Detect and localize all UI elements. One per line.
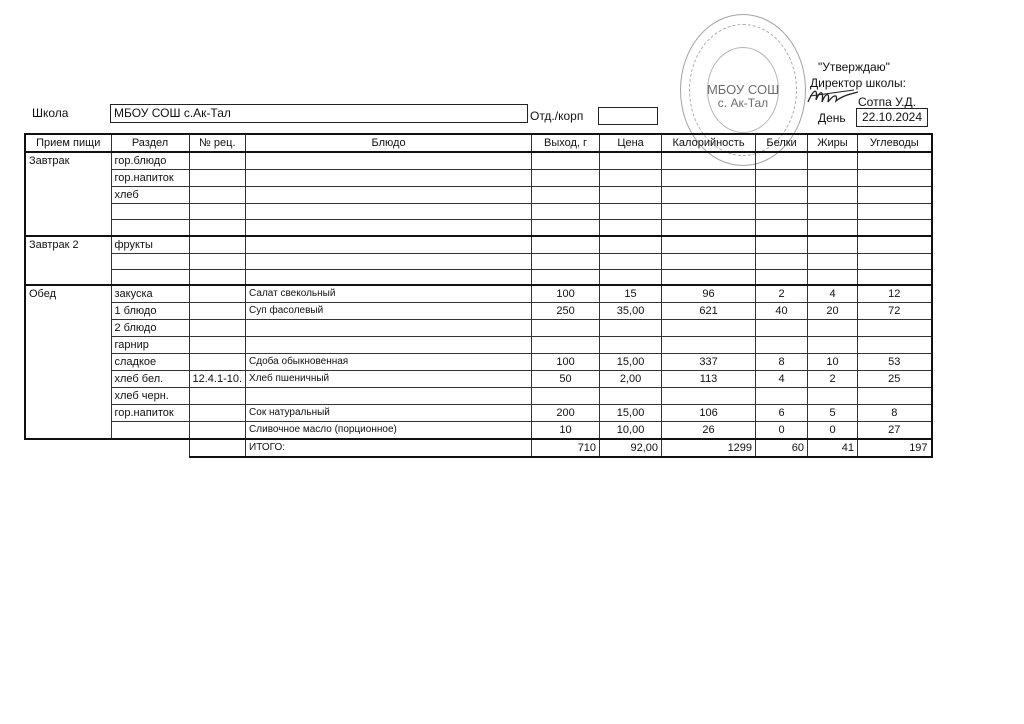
- cell-yield: [532, 170, 600, 187]
- cell-yield: [532, 187, 600, 204]
- school-field: МБОУ СОШ с.Ак-Тал: [110, 104, 528, 123]
- cell-price: 10,00: [600, 422, 662, 440]
- cell-yield: [532, 388, 600, 405]
- total-blank: [25, 439, 189, 457]
- cell-recipe: [189, 269, 246, 285]
- cell-meal: Завтрак 2: [25, 236, 111, 286]
- cell-fat: 5: [808, 405, 858, 422]
- cell-price: [600, 236, 662, 254]
- cell-yield: [532, 220, 600, 236]
- cell-price: [600, 204, 662, 220]
- cell-recipe: [189, 170, 246, 187]
- cell-recipe: [189, 187, 246, 204]
- cell-section: 1 блюдо: [111, 303, 189, 320]
- signature: [806, 84, 860, 108]
- cell-calories: [662, 170, 756, 187]
- table-row: [25, 422, 932, 440]
- table-row: [25, 170, 932, 187]
- cell-calories: [662, 152, 756, 170]
- cell-protein: [756, 320, 808, 337]
- cell-fat: 4: [808, 285, 858, 303]
- cell-dish: [246, 236, 532, 254]
- cell-dish: Салат свекольный: [246, 285, 532, 303]
- cell-carbs: [858, 253, 932, 269]
- cell-recipe: [189, 422, 246, 440]
- total-carbs: 197: [858, 439, 932, 457]
- cell-calories: [662, 236, 756, 254]
- cell-calories: [662, 388, 756, 405]
- col-protein: Белки: [756, 134, 808, 152]
- cell-yield: 10: [532, 422, 600, 440]
- cell-yield: [532, 204, 600, 220]
- approve-text: "Утверждаю": [818, 60, 890, 74]
- table-row: [25, 285, 932, 303]
- cell-calories: 96: [662, 285, 756, 303]
- cell-section: гор.напиток: [111, 405, 189, 422]
- cell-price: [600, 220, 662, 236]
- cell-protein: [756, 187, 808, 204]
- cell-fat: [808, 204, 858, 220]
- cell-carbs: 8: [858, 405, 932, 422]
- cell-fat: [808, 337, 858, 354]
- total-calories: 1299: [662, 439, 756, 457]
- cell-yield: 50: [532, 371, 600, 388]
- cell-fat: [808, 170, 858, 187]
- cell-protein: 6: [756, 405, 808, 422]
- cell-dish: Суп фасолевый: [246, 303, 532, 320]
- cell-fat: 0: [808, 422, 858, 440]
- cell-carbs: 27: [858, 422, 932, 440]
- cell-yield: 200: [532, 405, 600, 422]
- cell-price: 2,00: [600, 371, 662, 388]
- col-price: Цена: [600, 134, 662, 152]
- cell-calories: [662, 204, 756, 220]
- cell-dish: [246, 187, 532, 204]
- cell-carbs: [858, 320, 932, 337]
- cell-protein: 4: [756, 371, 808, 388]
- cell-price: [600, 337, 662, 354]
- cell-fat: [808, 152, 858, 170]
- cell-carbs: [858, 187, 932, 204]
- col-carbs: Углеводы: [858, 134, 932, 152]
- cell-section: хлеб черн.: [111, 388, 189, 405]
- cell-carbs: 72: [858, 303, 932, 320]
- cell-price: 35,00: [600, 303, 662, 320]
- cell-calories: [662, 253, 756, 269]
- cell-carbs: [858, 204, 932, 220]
- cell-section: 2 блюдо: [111, 320, 189, 337]
- cell-fat: 20: [808, 303, 858, 320]
- cell-yield: 100: [532, 285, 600, 303]
- cell-fat: [808, 269, 858, 285]
- cell-protein: [756, 170, 808, 187]
- table-row: [25, 269, 932, 285]
- total-recipe: [189, 439, 246, 457]
- cell-section: гор.блюдо: [111, 152, 189, 170]
- cell-recipe: [189, 337, 246, 354]
- total-fat: 41: [808, 439, 858, 457]
- cell-dish: [246, 388, 532, 405]
- cell-calories: [662, 320, 756, 337]
- cell-fat: [808, 388, 858, 405]
- cell-protein: [756, 337, 808, 354]
- cell-section: [111, 269, 189, 285]
- cell-section: хлеб: [111, 187, 189, 204]
- table-row: [25, 405, 932, 422]
- stamp-text-line1: МБОУ СОШ: [706, 82, 780, 97]
- cell-protein: 2: [756, 285, 808, 303]
- cell-section: фрукты: [111, 236, 189, 254]
- table-row: [25, 187, 932, 204]
- cell-section: [111, 204, 189, 220]
- cell-price: [600, 187, 662, 204]
- table-row: [25, 152, 932, 170]
- cell-recipe: [189, 303, 246, 320]
- cell-calories: [662, 269, 756, 285]
- cell-price: [600, 253, 662, 269]
- cell-calories: 337: [662, 354, 756, 371]
- cell-recipe: [189, 388, 246, 405]
- cell-price: [600, 269, 662, 285]
- menu-table: [24, 133, 933, 458]
- cell-price: [600, 388, 662, 405]
- cell-dish: Сдоба обыкновенная: [246, 354, 532, 371]
- cell-protein: 40: [756, 303, 808, 320]
- day-label: День: [818, 111, 846, 125]
- cell-dish: Хлеб пшеничный: [246, 371, 532, 388]
- cell-yield: 250: [532, 303, 600, 320]
- cell-price: [600, 152, 662, 170]
- cell-carbs: 53: [858, 354, 932, 371]
- table-row: [25, 236, 932, 254]
- cell-protein: [756, 253, 808, 269]
- cell-dish: [246, 220, 532, 236]
- cell-fat: 10: [808, 354, 858, 371]
- cell-carbs: [858, 337, 932, 354]
- cell-section: закуска: [111, 285, 189, 303]
- cell-protein: [756, 236, 808, 254]
- cell-fat: [808, 253, 858, 269]
- col-calories: Калорийность: [662, 134, 756, 152]
- cell-yield: [532, 320, 600, 337]
- cell-yield: [532, 253, 600, 269]
- table-header-row: [25, 134, 932, 152]
- cell-fat: 2: [808, 371, 858, 388]
- table-row: [25, 371, 932, 388]
- cell-calories: 106: [662, 405, 756, 422]
- dept-label: Отд./корп: [530, 109, 584, 123]
- cell-section: гарнир: [111, 337, 189, 354]
- cell-carbs: [858, 152, 932, 170]
- cell-recipe: [189, 285, 246, 303]
- cell-protein: [756, 269, 808, 285]
- cell-protein: 0: [756, 422, 808, 440]
- table-row: [25, 204, 932, 220]
- cell-yield: [532, 152, 600, 170]
- col-recipe: № рец.: [189, 134, 246, 152]
- cell-section: гор.напиток: [111, 170, 189, 187]
- cell-yield: [532, 269, 600, 285]
- cell-dish: [246, 170, 532, 187]
- cell-price: [600, 170, 662, 187]
- cell-yield: [532, 236, 600, 254]
- cell-recipe: [189, 405, 246, 422]
- total-price: 92,00: [600, 439, 662, 457]
- table-row: [25, 253, 932, 269]
- cell-section: [111, 422, 189, 440]
- cell-dish: [246, 320, 532, 337]
- cell-fat: [808, 236, 858, 254]
- table-row: [25, 303, 932, 320]
- col-fat: Жиры: [808, 134, 858, 152]
- cell-meal: Обед: [25, 285, 111, 439]
- cell-protein: [756, 220, 808, 236]
- cell-dish: Сливочное масло (порционное): [246, 422, 532, 440]
- date-field: 22.10.2024: [856, 108, 928, 127]
- cell-meal: Завтрак: [25, 152, 111, 236]
- cell-fat: [808, 220, 858, 236]
- total-dish: ИТОГО:: [246, 439, 532, 457]
- col-section: Раздел: [111, 134, 189, 152]
- cell-calories: 26: [662, 422, 756, 440]
- cell-yield: 100: [532, 354, 600, 371]
- cell-recipe: [189, 354, 246, 371]
- cell-carbs: [858, 220, 932, 236]
- cell-recipe: [189, 320, 246, 337]
- col-meal: Прием пищи: [25, 134, 111, 152]
- col-yield: Выход, г: [532, 134, 600, 152]
- cell-section: хлеб бел.: [111, 371, 189, 388]
- cell-recipe: [189, 220, 246, 236]
- table-row: [25, 388, 932, 405]
- cell-dish: [246, 337, 532, 354]
- cell-recipe: [189, 253, 246, 269]
- cell-section: [111, 220, 189, 236]
- cell-recipe: [189, 152, 246, 170]
- total-protein: 60: [756, 439, 808, 457]
- director-label: Директор школы:: [810, 76, 906, 90]
- table-row: [25, 354, 932, 371]
- cell-calories: [662, 337, 756, 354]
- cell-dish: [246, 269, 532, 285]
- cell-fat: [808, 187, 858, 204]
- cell-price: 15,00: [600, 354, 662, 371]
- cell-carbs: 25: [858, 371, 932, 388]
- total-yield: 710: [532, 439, 600, 457]
- cell-calories: 621: [662, 303, 756, 320]
- cell-section: сладкое: [111, 354, 189, 371]
- dept-field: [598, 107, 658, 125]
- cell-price: 15: [600, 285, 662, 303]
- cell-recipe: [189, 204, 246, 220]
- cell-protein: [756, 152, 808, 170]
- cell-section: [111, 253, 189, 269]
- stamp-text-line2: с. Ак-Тал: [717, 96, 769, 110]
- cell-protein: [756, 204, 808, 220]
- col-dish: Блюдо: [246, 134, 532, 152]
- cell-carbs: [858, 236, 932, 254]
- cell-carbs: [858, 269, 932, 285]
- cell-fat: [808, 320, 858, 337]
- cell-calories: [662, 220, 756, 236]
- cell-protein: [756, 388, 808, 405]
- cell-recipe: 12.4.1-10.: [189, 371, 246, 388]
- cell-recipe: [189, 236, 246, 254]
- cell-carbs: [858, 170, 932, 187]
- cell-calories: [662, 187, 756, 204]
- table-row: [25, 220, 932, 236]
- table-row: [25, 337, 932, 354]
- cell-protein: 8: [756, 354, 808, 371]
- table-row: [25, 320, 932, 337]
- cell-carbs: 12: [858, 285, 932, 303]
- cell-price: [600, 320, 662, 337]
- cell-dish: [246, 253, 532, 269]
- cell-carbs: [858, 388, 932, 405]
- cell-dish: [246, 152, 532, 170]
- school-label: Школа: [32, 106, 69, 120]
- total-row: [25, 439, 932, 457]
- director-name: Сотпа У.Д.: [858, 95, 916, 109]
- cell-dish: Сок натуральный: [246, 405, 532, 422]
- cell-yield: [532, 337, 600, 354]
- cell-dish: [246, 204, 532, 220]
- cell-calories: 113: [662, 371, 756, 388]
- cell-price: 15,00: [600, 405, 662, 422]
